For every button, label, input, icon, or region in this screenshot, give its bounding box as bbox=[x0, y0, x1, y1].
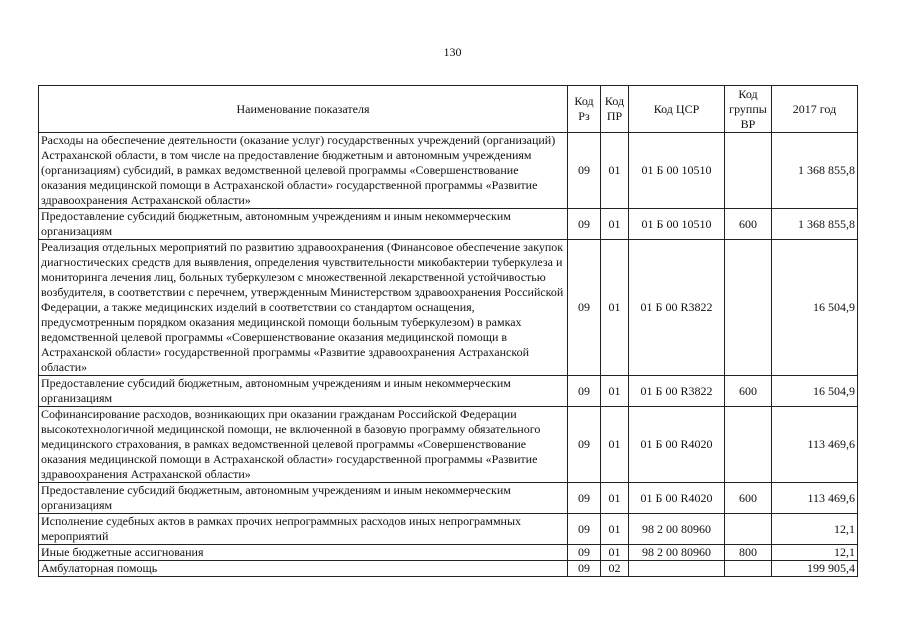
table-row bbox=[39, 561, 858, 577]
row-vr: 600 bbox=[725, 483, 772, 514]
row-amount: 113 469,6 bbox=[772, 407, 858, 483]
row-amount: 12,1 bbox=[772, 514, 858, 545]
row-amount: 16 504,9 bbox=[772, 376, 858, 407]
row-csr: 01 Б 00 R3822 bbox=[629, 376, 725, 407]
row-pr: 01 bbox=[601, 483, 629, 514]
row-csr: 98 2 00 80960 bbox=[629, 514, 725, 545]
row-vr: 600 bbox=[725, 209, 772, 240]
row-rz: 09 bbox=[568, 240, 601, 376]
row-name: Амбулаторная помощь bbox=[39, 561, 568, 577]
row-name: Реализация отдельных мероприятий по развитию здравоохранения (Финансовое обеспечение закупок диагностических средств для выявления, определения чувствительности микобактерии туберкулеза и мониторинга лечения лиц, больных туберкулезом с множественной лекарственной устойчивостью возбудителя, в соответствии с перечнем, утвержденным Министерством здравоохранения Российской Федерации, а также медицинских изделий в соответствии со стандартом оснащения, предусмотренным порядком оказания медицинской помощи больным туберкулезом) в рамках ведомственной целевой программы «Совершенствование оказания медицинской помощи в Астраханской области» государственной программы «Развитие здравоохранения Астраханской области» bbox=[39, 240, 568, 376]
row-rz: 09 bbox=[568, 209, 601, 240]
row-amount: 113 469,6 bbox=[772, 483, 858, 514]
row-vr: 800 bbox=[725, 545, 772, 561]
row-pr: 01 bbox=[601, 240, 629, 376]
row-name: Предоставление субсидий бюджетным, автономным учреждениям и иным некоммерческим организациям bbox=[39, 483, 568, 514]
row-csr: 01 Б 00 R3822 bbox=[629, 240, 725, 376]
table-row bbox=[39, 514, 858, 545]
header-rz: Код Рз bbox=[568, 86, 601, 133]
row-name: Расходы на обеспечение деятельности (оказание услуг) государственных учреждений (организаций) Астраханской области, в том числе на предоставление бюджетным и автономным учреждениям (организациям) субсидий, в рамках ведомственной целевой программы «Совершенствование оказания медицинской помощи в Астраханской области» государственной программы «Развитие здравоохранения Астраханской области» bbox=[39, 133, 568, 209]
table-row bbox=[39, 407, 858, 483]
row-vr bbox=[725, 407, 772, 483]
table-row bbox=[39, 240, 858, 376]
header-name: Наименование показателя bbox=[39, 86, 568, 133]
row-amount: 1 368 855,8 bbox=[772, 209, 858, 240]
row-pr: 01 bbox=[601, 407, 629, 483]
table-row bbox=[39, 209, 858, 240]
row-vr bbox=[725, 561, 772, 577]
row-pr: 01 bbox=[601, 514, 629, 545]
row-vr bbox=[725, 240, 772, 376]
row-vr bbox=[725, 133, 772, 209]
row-name: Предоставление субсидий бюджетным, автономным учреждениям и иным некоммерческим организациям bbox=[39, 209, 568, 240]
row-rz: 09 bbox=[568, 561, 601, 577]
row-csr: 01 Б 00 10510 bbox=[629, 133, 725, 209]
row-name: Софинансирование расходов, возникающих при оказании гражданам Российской Федерации высокотехнологичной медицинской помощи, не включенной в базовую программу обязательного медицинского страхования, в рамках ведомственной целевой программы «Совершенствование оказания медицинской помощи в Астраханской области» государственной программы «Развитие здравоохранения Астраханской области» bbox=[39, 407, 568, 483]
row-csr: 01 Б 00 10510 bbox=[629, 209, 725, 240]
row-name: Иные бюджетные ассигнования bbox=[39, 545, 568, 561]
row-rz: 09 bbox=[568, 545, 601, 561]
table-header-row bbox=[39, 86, 858, 133]
row-amount: 1 368 855,8 bbox=[772, 133, 858, 209]
table-row bbox=[39, 376, 858, 407]
row-rz: 09 bbox=[568, 133, 601, 209]
header-pr: Код ПР bbox=[601, 86, 629, 133]
row-rz: 09 bbox=[568, 376, 601, 407]
row-amount: 199 905,4 bbox=[772, 561, 858, 577]
row-amount: 16 504,9 bbox=[772, 240, 858, 376]
row-vr: 600 bbox=[725, 376, 772, 407]
row-csr: 98 2 00 80960 bbox=[629, 545, 725, 561]
page-number: 130 bbox=[443, 45, 462, 59]
row-csr bbox=[629, 561, 725, 577]
row-rz: 09 bbox=[568, 483, 601, 514]
row-pr: 01 bbox=[601, 545, 629, 561]
row-pr: 01 bbox=[601, 133, 629, 209]
row-pr: 01 bbox=[601, 376, 629, 407]
header-vr: Код группы ВР bbox=[725, 86, 772, 133]
table-row bbox=[39, 133, 858, 209]
row-pr: 02 bbox=[601, 561, 629, 577]
row-rz: 09 bbox=[568, 514, 601, 545]
budget-table bbox=[38, 85, 858, 577]
row-pr: 01 bbox=[601, 209, 629, 240]
row-csr: 01 Б 00 R4020 bbox=[629, 407, 725, 483]
row-csr: 01 Б 00 R4020 bbox=[629, 483, 725, 514]
row-name: Предоставление субсидий бюджетным, автономным учреждениям и иным некоммерческим организациям bbox=[39, 376, 568, 407]
row-name: Исполнение судебных актов в рамках прочих непрограммных расходов иных непрограммных мероприятий bbox=[39, 514, 568, 545]
row-amount: 12,1 bbox=[772, 545, 858, 561]
header-year: 2017 год bbox=[772, 86, 858, 133]
header-csr: Код ЦСР bbox=[629, 86, 725, 133]
table-row bbox=[39, 545, 858, 561]
row-rz: 09 bbox=[568, 407, 601, 483]
row-vr bbox=[725, 514, 772, 545]
table-row bbox=[39, 483, 858, 514]
